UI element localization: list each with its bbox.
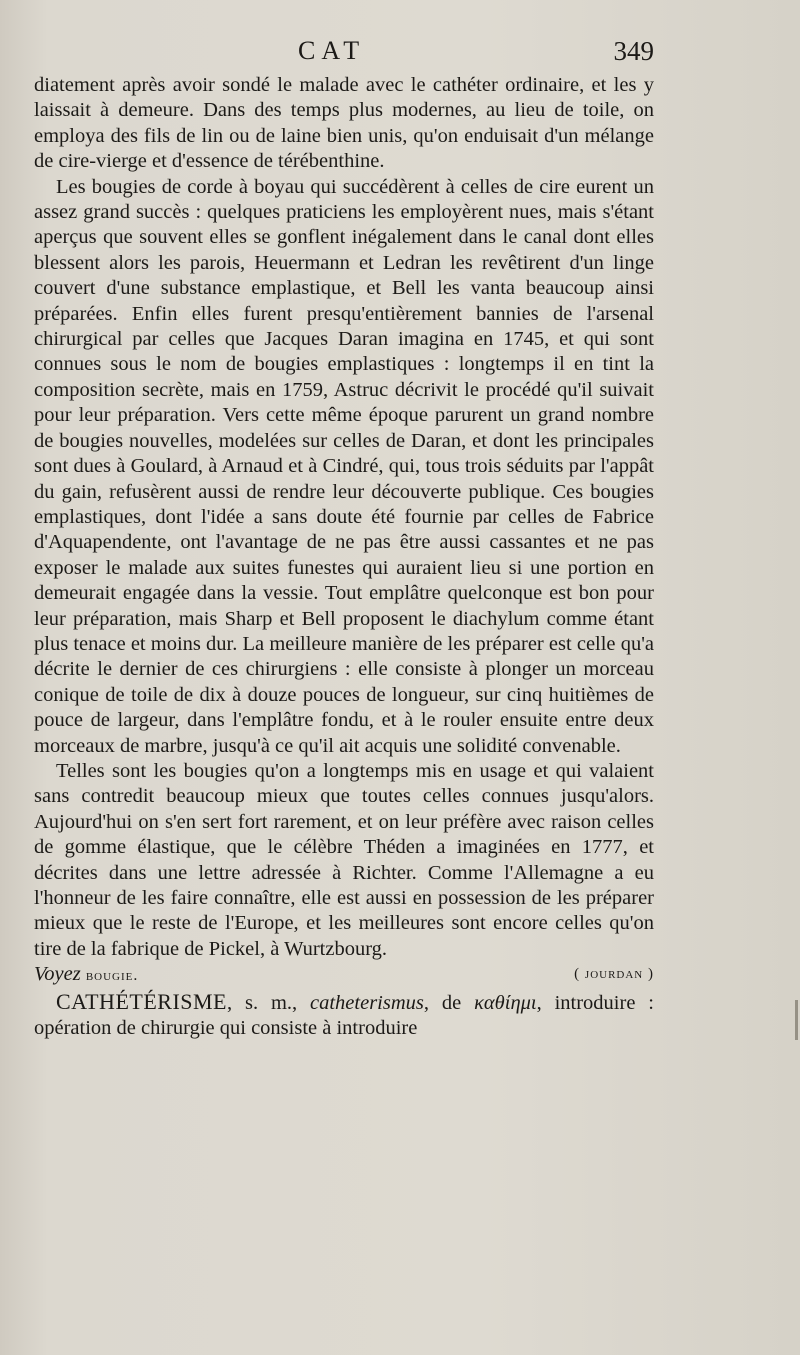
paragraph-2: Les bougies de corde à boyau qui succédèrent à celles de cire eurent un assez grand succès : quelques praticiens les employèrent nues, mais s'étant aperçus que souvent elles se gonflent inégalement dans le canal dont elles blessent alors les parois, Heuermann et Ledran les revêtirent d'un linge couvert d'une substance emplastique, et Bell les vanta beaucoup ainsi préparées. Enfin elles furent presqu'entièrement bannies de l'arsenal chirurgical par celles que Jacques Daran imagina en 1745, et qui sont connues sous le nom de bougies emplastiques : longtemps il en tint la composition secrète, mais en 1759, Astruc décrivit le procédé qu'il suivait pour leur préparation. Vers cette même époque parurent un grand nombre de bougies nouvelles, modelées sur celles de Daran, et dont les principales sont dues à Goulard, à Arnaud et à Cindré, qui, tous trois séduits par l'appât du gain, refusèrent aussi de rendre leur découverte publique. Ces bougies emplastiques, dont l'idée a sans doute été fournie par celles de Fabrice d'Aquapendente, ont l'avantage de ne pas être aussi cassantes et ne pas exposer le malade aux suites funestes qui auraient lieu si une portion en demeurait engagée dans la vessie. Tout emplâtre quelconque est bon pour leur préparation, mais Sharp et Bell proposent le diachylum comme étant plus tenace et moins dur. La meilleure manière de les préparer est celle qu'a décrite le dernier de ces chirurgiens : elle consiste à plonger un morceau conique de toile de dix à douze pouces de longueur, sur cinq huitièmes de pouce de largeur, dans l'emplâtre fondu, et à le rouler ensuite entre deux morceaux de marbre, jusqu'à ce qu'il ait acquis une solidité convenable. [34,175,654,757]
cross-reference-target: bougie. [85,967,139,985]
entry-latin: catheterismus [310,991,424,1014]
paragraph-1: diatement après avoir sondé le malade avec le cathéter ordinaire, et les y laissait à demeure. Dans des temps plus modernes, au lieu de toile, on employa des fils de lin ou de laine bien unis, qu'on enduisait d'un mélange de cire-vierge et d'essence de térébenthine. [34,74,654,173]
dictionary-entry [34,989,654,1042]
author-signature: ( jourdan ) [574,966,654,983]
entry-greek: καθίημι [474,991,537,1014]
page-number: 349 [613,36,654,66]
cross-reference-text [34,962,138,988]
entry-term: CATHÉTÉRISME [56,988,227,1014]
page-body [34,73,654,1041]
entry-grammar: , s. m., [227,991,310,1014]
page-edge-mark [795,1000,798,1040]
paragraph-3: Telles sont les bougies qu'on a longtemps mis en usage et qui valaient sans contredit beaucoup mieux que toutes celles connues jusqu'alors. Aujourd'hui on s'en sert fort rarement, et on leur préfère avec raison celles de gomme élastique, que le célèbre Théden a imaginées en 1777, et décrites dans une lettre adressée à Richter. Comme l'Allemagne a eu l'honneur de les faire connaître, elle est aussi en possession de les préparer mieux que le reste de l'Europe, et les meilleures sont encore celles qu'on tire de la fabrique de Pickel, à Wurtzbourg. [34,759,654,960]
running-head: CAT [298,36,366,65]
entry-greek-prefix: , de [423,991,475,1014]
entry-definition: , introduire : opération de chirurgie qui consiste à introduire [34,991,654,1040]
page-header [34,36,654,76]
voyez-label: Voyez [34,963,81,986]
cross-reference [34,962,654,988]
